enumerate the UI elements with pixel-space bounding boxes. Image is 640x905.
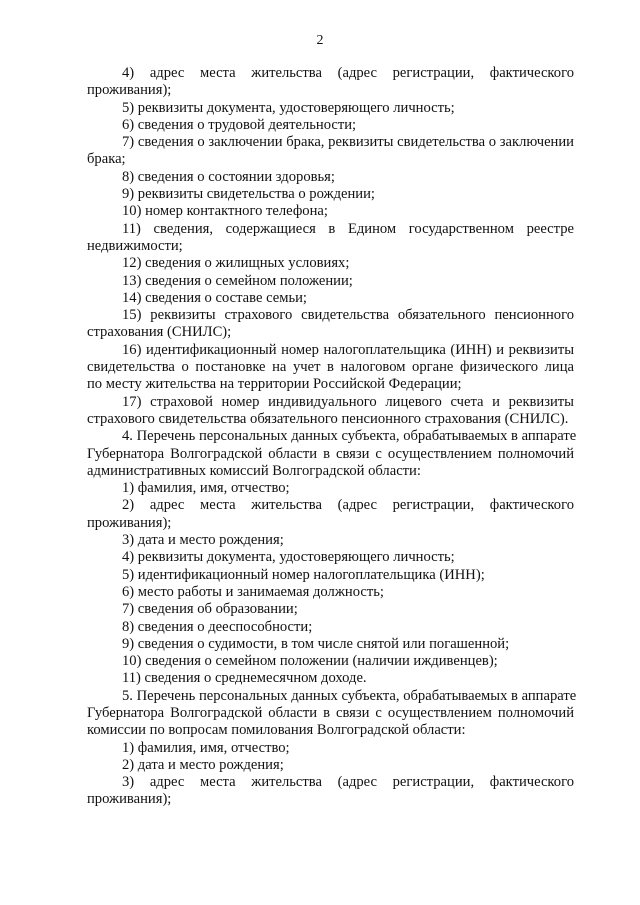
- text-line: 6) место работы и занимаемая должность;: [122, 583, 384, 600]
- text-line: 14) сведения о составе семьи;: [122, 289, 307, 306]
- text-line: 9) сведения о судимости, в том числе снятой или погашенной;: [122, 635, 510, 652]
- text-line: 10) сведения о семейном положении (наличии иждивенцев);: [122, 653, 498, 670]
- text-line: свидетельства о постановке на учет в налоговом органе физического лица: [87, 359, 574, 376]
- text-line: страхования (СНИЛС);: [87, 324, 232, 341]
- document-body: [87, 65, 577, 809]
- text-line: проживания);: [87, 791, 172, 808]
- text-line: 6) сведения о трудовой деятельности;: [122, 116, 357, 133]
- text-line: 5) реквизиты документа, удостоверяющего личность;: [122, 99, 455, 116]
- text-line: 4) адрес места жительства (адрес регистрации, фактического: [122, 65, 574, 81]
- text-line: 7) сведения о заключении брака, реквизиты свидетельства о заключении: [122, 134, 574, 151]
- text-line: 1) фамилия, имя, отчество;: [122, 480, 290, 497]
- text-line: 16) идентификационный номер налогоплательщика (ИНН) и реквизиты: [122, 341, 574, 358]
- text-line: Губернатора Волгоградской области в связи с осуществлением полномочий: [87, 445, 574, 462]
- text-line: страхового свидетельства обязательного пенсионного страхования (СНИЛС).: [87, 410, 569, 427]
- text-line: по месту жительства на территории Российской Федерации;: [87, 376, 462, 393]
- text-line: 7) сведения об образовании;: [122, 601, 298, 618]
- text-line: 10) номер контактного телефона;: [122, 203, 328, 220]
- text-line: 8) сведения о дееспособности;: [122, 618, 313, 635]
- text-line: 2) адрес места жительства (адрес регистрации, фактического: [122, 497, 574, 514]
- text-line: 4) реквизиты документа, удостоверяющего личность;: [122, 549, 455, 566]
- text-line: 5. Перечень персональных данных субъекта, обрабатываемых в аппарате: [122, 687, 577, 704]
- text-line: 11) сведения, содержащиеся в Едином государственном реестре: [122, 220, 574, 237]
- text-line: Губернатора Волгоградской области в связи с осуществлением полномочий: [87, 704, 574, 721]
- text-line: 3) адрес места жительства (адрес регистрации, фактического: [122, 774, 574, 791]
- text-line: 11) сведения о среднемесячном доходе.: [122, 670, 367, 687]
- text-line: 17) страховой номер индивидуального лицевого счета и реквизиты: [122, 393, 574, 410]
- text-line: 9) реквизиты свидетельства о рождении;: [122, 186, 375, 203]
- text-line: административных комиссий Волгоградской области:: [87, 462, 421, 479]
- text-line: 8) сведения о состоянии здоровья;: [122, 168, 335, 185]
- page-number: 2: [316, 33, 324, 48]
- text-line: 4. Перечень персональных данных субъекта, обрабатываемых в аппарате: [122, 428, 577, 445]
- text-line: проживания);: [87, 514, 172, 531]
- text-line: недвижимости;: [87, 237, 183, 254]
- text-line: 1) фамилия, имя, отчество;: [122, 739, 290, 756]
- text-line: 15) реквизиты страхового свидетельства обязательного пенсионного: [122, 307, 574, 324]
- text-line: 2) дата и место рождения;: [122, 756, 284, 773]
- text-line: брака;: [87, 151, 126, 168]
- text-line: 5) идентификационный номер налогоплательщика (ИНН);: [122, 566, 485, 583]
- text-line: 3) дата и место рождения;: [122, 532, 284, 549]
- text-line: комиссии по вопросам помилования Волгоградской области:: [87, 722, 466, 739]
- text-line: проживания);: [87, 82, 172, 99]
- text-line: 13) сведения о семейном положении;: [122, 272, 353, 289]
- text-line: 12) сведения о жилищных условиях;: [122, 255, 350, 272]
